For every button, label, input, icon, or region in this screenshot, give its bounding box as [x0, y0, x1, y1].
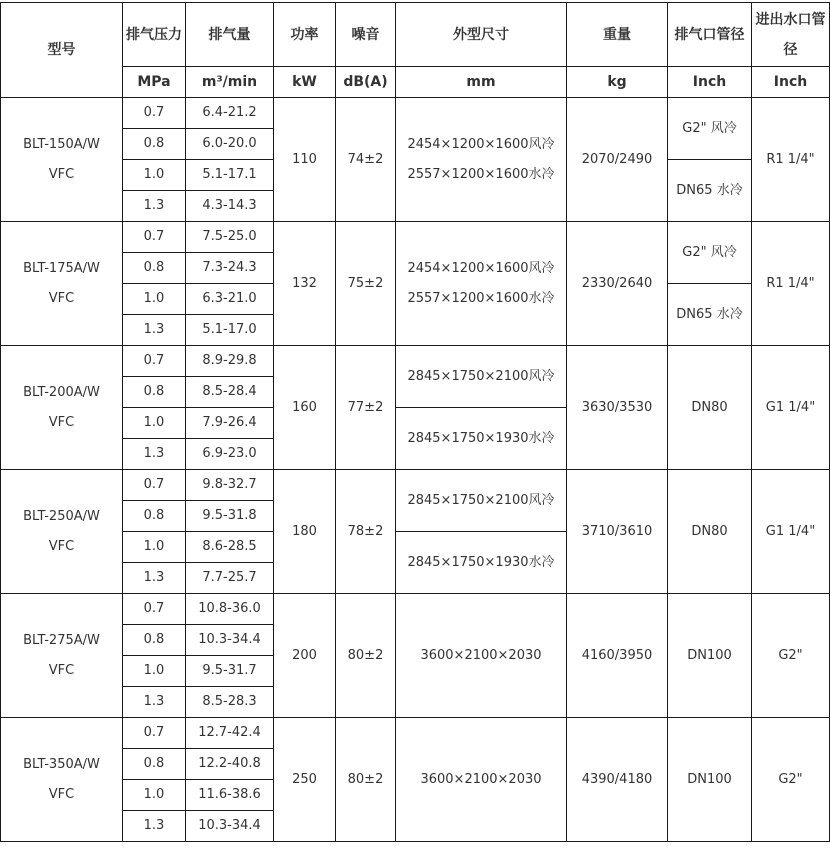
- model-suffix: VFC: [48, 786, 75, 802]
- unit-weight: kg: [567, 67, 668, 98]
- water-pipe-cell: R1 1/4": [752, 98, 830, 222]
- water-pipe-cell: G1 1/4": [752, 470, 830, 594]
- flow-cell: 9.8-32.7: [186, 470, 274, 501]
- flow-cell: 6.9-23.0: [186, 439, 274, 470]
- outlet-air-cell: G2" 风冷: [668, 98, 752, 160]
- pressure-cell: 1.0: [123, 656, 186, 687]
- outlet-cell: DN100: [668, 718, 752, 842]
- power-cell: 180: [274, 470, 336, 594]
- model-name-cell: [1, 470, 123, 594]
- header-size: 外型尺寸: [396, 3, 567, 67]
- unit-pressure: MPa: [123, 67, 186, 98]
- header-power: 功率: [274, 3, 336, 67]
- unit-flow: m³/min: [186, 67, 274, 98]
- water-pipe-cell: G2": [752, 718, 830, 842]
- flow-cell: 12.7-42.4: [186, 718, 274, 749]
- flow-cell: 10.8-36.0: [186, 594, 274, 625]
- pressure-cell: 1.3: [123, 191, 186, 222]
- pressure-cell: 0.7: [123, 98, 186, 129]
- header-noise: 噪音: [336, 3, 396, 67]
- size-water-cell: 2845×1750×1930水冷: [396, 532, 567, 594]
- weight-cell: 4160/3950: [567, 594, 668, 718]
- unit-water-pipe: Inch: [752, 67, 830, 98]
- pressure-cell: 1.3: [123, 439, 186, 470]
- flow-cell: 8.6-28.5: [186, 532, 274, 563]
- pressure-cell: 1.3: [123, 811, 186, 842]
- flow-cell: 6.0-20.0: [186, 129, 274, 160]
- flow-cell: 5.1-17.1: [186, 160, 274, 191]
- pressure-cell: 1.0: [123, 284, 186, 315]
- model-suffix: VFC: [48, 538, 75, 554]
- flow-cell: 7.3-24.3: [186, 253, 274, 284]
- weight-cell: 2070/2490: [567, 98, 668, 222]
- flow-cell: 4.3-14.3: [186, 191, 274, 222]
- outlet-cell: DN80: [668, 470, 752, 594]
- outlet-air-cell: G2" 风冷: [668, 222, 752, 284]
- flow-cell: 10.3-34.4: [186, 811, 274, 842]
- pressure-cell: 1.3: [123, 687, 186, 718]
- unit-outlet: Inch: [668, 67, 752, 98]
- model-name: BLT-200A/W: [23, 384, 100, 400]
- model-name: BLT-350A/W: [23, 756, 100, 772]
- pressure-cell: 0.7: [123, 594, 186, 625]
- header-water-pipe: 进出水口管径: [752, 3, 830, 67]
- noise-cell: 77±2: [336, 346, 396, 470]
- size-air: 2454×1200×1600风冷: [407, 136, 555, 152]
- weight-cell: 2330/2640: [567, 222, 668, 346]
- pressure-cell: 1.3: [123, 563, 186, 594]
- header-model: 型号: [1, 3, 123, 98]
- header-pressure: 排气压力: [123, 3, 186, 67]
- pressure-cell: 1.3: [123, 315, 186, 346]
- model-name: BLT-175A/W: [23, 260, 100, 276]
- water-pipe-cell: G1 1/4": [752, 346, 830, 470]
- spec-table: [0, 2, 830, 842]
- model-name: BLT-275A/W: [23, 632, 100, 648]
- unit-noise: dB(A): [336, 67, 396, 98]
- pressure-cell: 0.8: [123, 377, 186, 408]
- pressure-cell: 1.0: [123, 408, 186, 439]
- pressure-cell: 0.7: [123, 470, 186, 501]
- header-row: [1, 3, 830, 67]
- pressure-cell: 0.8: [123, 129, 186, 160]
- outlet-cell: DN80: [668, 346, 752, 470]
- pressure-cell: 0.8: [123, 501, 186, 532]
- flow-cell: 5.1-17.0: [186, 315, 274, 346]
- units-row: [1, 67, 830, 98]
- size-cell: [396, 98, 567, 222]
- model-name: BLT-150A/W: [23, 136, 100, 152]
- size-cell: 3600×2100×2030: [396, 594, 567, 718]
- flow-cell: 7.9-26.4: [186, 408, 274, 439]
- size-air: 2454×1200×1600风冷: [407, 260, 555, 276]
- table-row: [1, 98, 830, 129]
- pressure-cell: 0.7: [123, 222, 186, 253]
- weight-cell: 3710/3610: [567, 470, 668, 594]
- flow-cell: 7.5-25.0: [186, 222, 274, 253]
- pressure-cell: 1.0: [123, 780, 186, 811]
- weight-cell: 4390/4180: [567, 718, 668, 842]
- flow-cell: 9.5-31.7: [186, 656, 274, 687]
- model-name-cell: [1, 594, 123, 718]
- noise-cell: 78±2: [336, 470, 396, 594]
- flow-cell: 11.6-38.6: [186, 780, 274, 811]
- pressure-cell: 1.0: [123, 532, 186, 563]
- flow-cell: 8.5-28.3: [186, 687, 274, 718]
- model-name-cell: [1, 346, 123, 470]
- size-air-cell: 2845×1750×2100风冷: [396, 470, 567, 532]
- header-outlet: 排气口管径: [668, 3, 752, 67]
- power-cell: 200: [274, 594, 336, 718]
- model-suffix: VFC: [48, 662, 75, 678]
- header-weight: 重量: [567, 3, 668, 67]
- power-cell: 132: [274, 222, 336, 346]
- table-row: [1, 222, 830, 253]
- noise-cell: 80±2: [336, 718, 396, 842]
- pressure-cell: 0.8: [123, 253, 186, 284]
- water-pipe-cell: R1 1/4": [752, 222, 830, 346]
- unit-size: mm: [396, 67, 567, 98]
- power-cell: 110: [274, 98, 336, 222]
- noise-cell: 74±2: [336, 98, 396, 222]
- water-pipe-cell: G2": [752, 594, 830, 718]
- pressure-cell: 0.8: [123, 749, 186, 780]
- unit-power: kW: [274, 67, 336, 98]
- flow-cell: 10.3-34.4: [186, 625, 274, 656]
- outlet-cell: DN100: [668, 594, 752, 718]
- header-flow: 排气量: [186, 3, 274, 67]
- pressure-cell: 0.8: [123, 625, 186, 656]
- model-suffix: VFC: [48, 290, 75, 306]
- flow-cell: 6.3-21.0: [186, 284, 274, 315]
- noise-cell: 75±2: [336, 222, 396, 346]
- pressure-cell: 1.0: [123, 160, 186, 191]
- model-name-cell: [1, 222, 123, 346]
- size-water-cell: 2845×1750×1930水冷: [396, 408, 567, 470]
- noise-cell: 80±2: [336, 594, 396, 718]
- outlet-water-cell: DN65 水冷: [668, 284, 752, 346]
- table-row: [1, 718, 830, 749]
- size-water: 2557×1200×1600水冷: [407, 166, 555, 182]
- model-name-cell: [1, 718, 123, 842]
- flow-cell: 8.5-28.4: [186, 377, 274, 408]
- flow-cell: 8.9-29.8: [186, 346, 274, 377]
- flow-cell: 9.5-31.8: [186, 501, 274, 532]
- table-row: [1, 346, 830, 377]
- model-suffix: VFC: [48, 166, 75, 182]
- model-suffix: VFC: [48, 414, 75, 430]
- weight-cell: 3630/3530: [567, 346, 668, 470]
- flow-cell: 6.4-21.2: [186, 98, 274, 129]
- size-cell: 3600×2100×2030: [396, 718, 567, 842]
- flow-cell: 7.7-25.7: [186, 563, 274, 594]
- power-cell: 250: [274, 718, 336, 842]
- power-cell: 160: [274, 346, 336, 470]
- pressure-cell: 0.7: [123, 346, 186, 377]
- table-row: [1, 594, 830, 625]
- flow-cell: 12.2-40.8: [186, 749, 274, 780]
- size-air-cell: 2845×1750×2100风冷: [396, 346, 567, 408]
- model-name: BLT-250A/W: [23, 508, 100, 524]
- size-water: 2557×1200×1600水冷: [407, 290, 555, 306]
- model-name-cell: [1, 98, 123, 222]
- size-cell: [396, 222, 567, 346]
- pressure-cell: 0.7: [123, 718, 186, 749]
- outlet-water-cell: DN65 水冷: [668, 160, 752, 222]
- table-row: [1, 470, 830, 501]
